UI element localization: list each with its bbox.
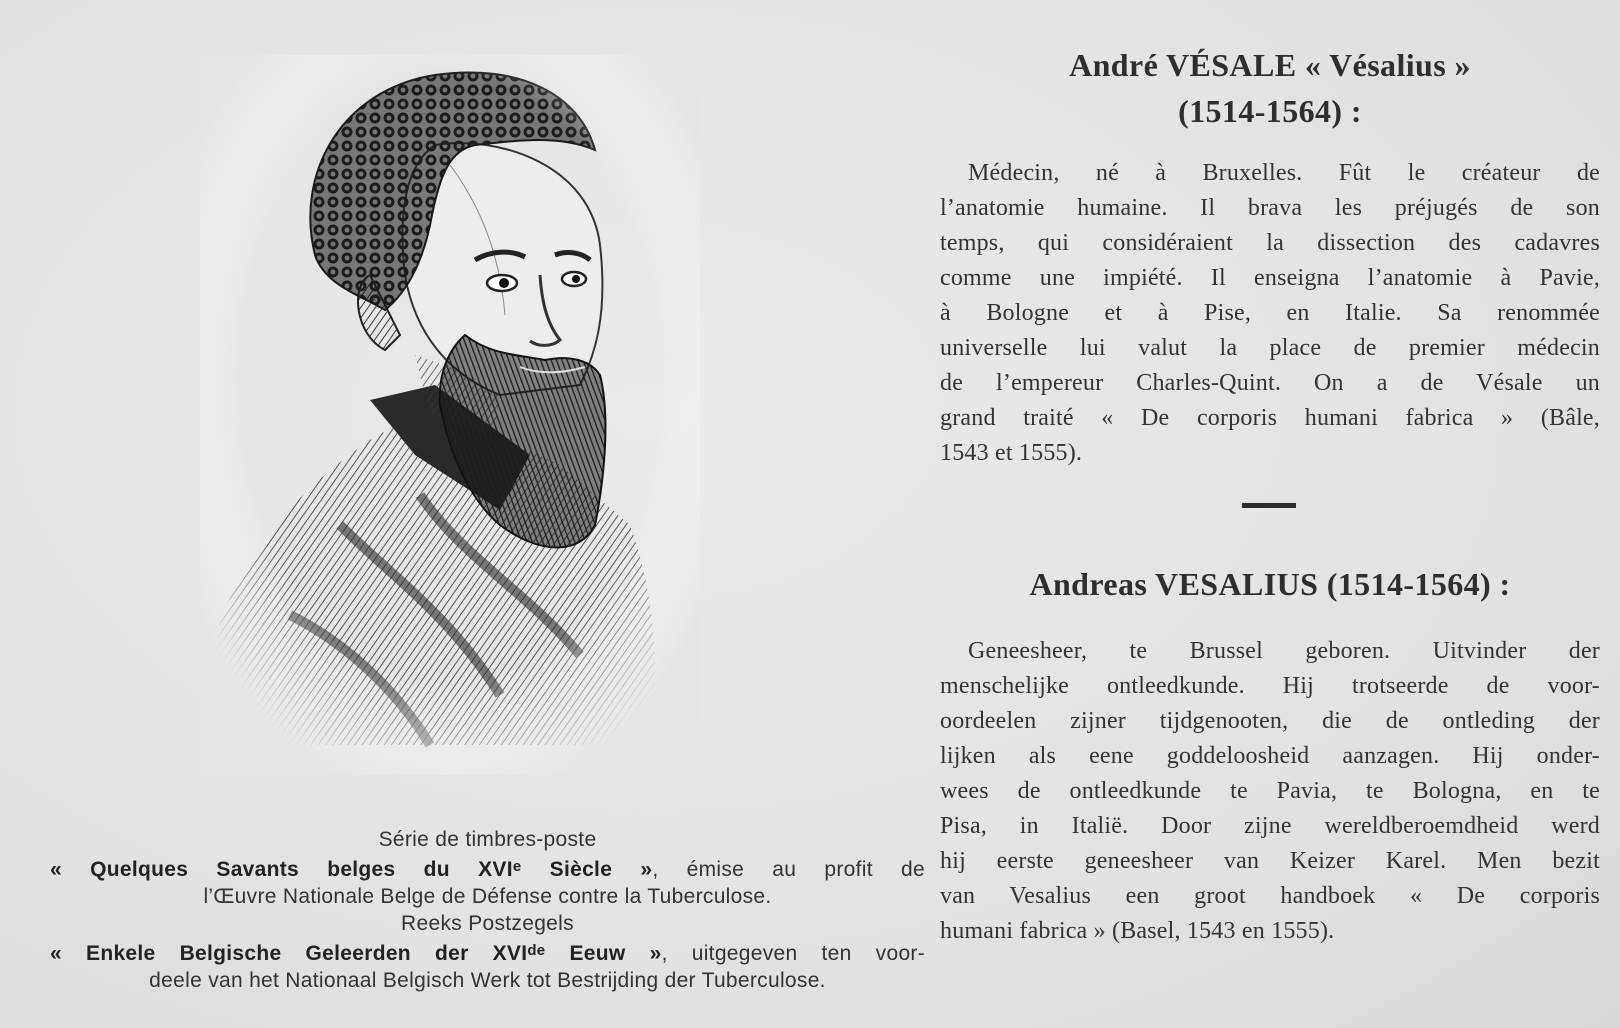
french-line: 1543 et 1555). <box>940 440 1083 466</box>
french-dates: (1514-1564) : <box>1178 93 1362 129</box>
dutch-title: Andreas VESALIUS (1514-1564) : <box>1029 566 1511 602</box>
french-biography <box>940 156 1600 471</box>
french-line: Médecin, né à Bruxelles. Fût le créateur de <box>968 160 1600 186</box>
caption-fr-series: Série de timbres-poste <box>378 828 597 851</box>
french-line: temps, qui considéraient la dissection des cadavres <box>940 230 1600 256</box>
french-line: à Bologne et à Pise, en Italie. Sa renommée <box>940 300 1600 326</box>
french-line: universelle lui valut la place de premier médecin <box>940 335 1600 361</box>
dutch-line: Pisa, in Italië. Door zijne wereldberoemdheid werd <box>940 813 1600 839</box>
dutch-line: van Vesalius een groot handboek « De corporis <box>940 883 1600 909</box>
caption-fr-title-line <box>50 853 925 883</box>
dutch-line: hij eerste geneesheer van Keizer Karel. Men bezit <box>940 848 1600 874</box>
caption-fr-rest: , émise au profit de <box>652 858 926 881</box>
caption-nl-rest: , uitgegeven ten voor- <box>661 942 926 965</box>
section-divider <box>1242 503 1296 508</box>
french-heading <box>940 42 1600 134</box>
caption-fr-title-end: Siècle » <box>521 858 653 881</box>
stamp-series-caption <box>50 826 925 994</box>
dutch-line: oordeelen zijner tijdgenooten, die de ontleding der <box>940 708 1600 734</box>
caption-nl-sup: de <box>527 942 546 959</box>
caption-nl-beneficiary: deele van het Nationaal Belgisch Werk tot Bestrijding der Tuberculose. <box>149 969 826 992</box>
dutch-line: wees de ontleedkunde te Pavia, te Bologna, en te <box>940 778 1600 804</box>
caption-nl-title: « Enkele Belgische Geleerden der XVI <box>50 942 528 965</box>
french-title: André VÉSALE « Vésalius » <box>1069 47 1471 83</box>
dutch-biography <box>940 634 1600 949</box>
caption-fr-sup: e <box>512 858 522 875</box>
caption-fr-title: « Quelques Savants belges du XVI <box>50 858 513 881</box>
dutch-line: lijken als eene goddeloosheid aanzagen. Hij onder- <box>940 743 1600 769</box>
caption-nl-series: Reeks Postzegels <box>401 912 574 935</box>
dutch-line: humani fabrica » (Basel, 1543 en 1555). <box>940 918 1335 944</box>
french-line: grand traité « De corporis humani fabrica » (Bâle, <box>940 405 1600 431</box>
vesalius-portrait-engraving <box>200 55 700 775</box>
caption-nl-title-line <box>50 937 925 967</box>
dutch-line: menschelijke ontleedkunde. Hij trotseerde de voor- <box>940 673 1600 699</box>
french-line: l’anatomie humaine. Il brava les préjugés de son <box>940 195 1600 221</box>
french-line: de l’empereur Charles-Quint. On a de Vésale un <box>940 370 1600 396</box>
dutch-line: Geneesheer, te Brussel geboren. Uitvinder der <box>968 638 1600 664</box>
caption-fr-beneficiary: l’Œuvre Nationale Belge de Défense contre la Tuberculose. <box>203 885 772 908</box>
french-line: comme une impiété. Il enseigna l’anatomie à Pavie, <box>940 265 1600 291</box>
caption-nl-title-end: Eeuw » <box>545 942 662 965</box>
